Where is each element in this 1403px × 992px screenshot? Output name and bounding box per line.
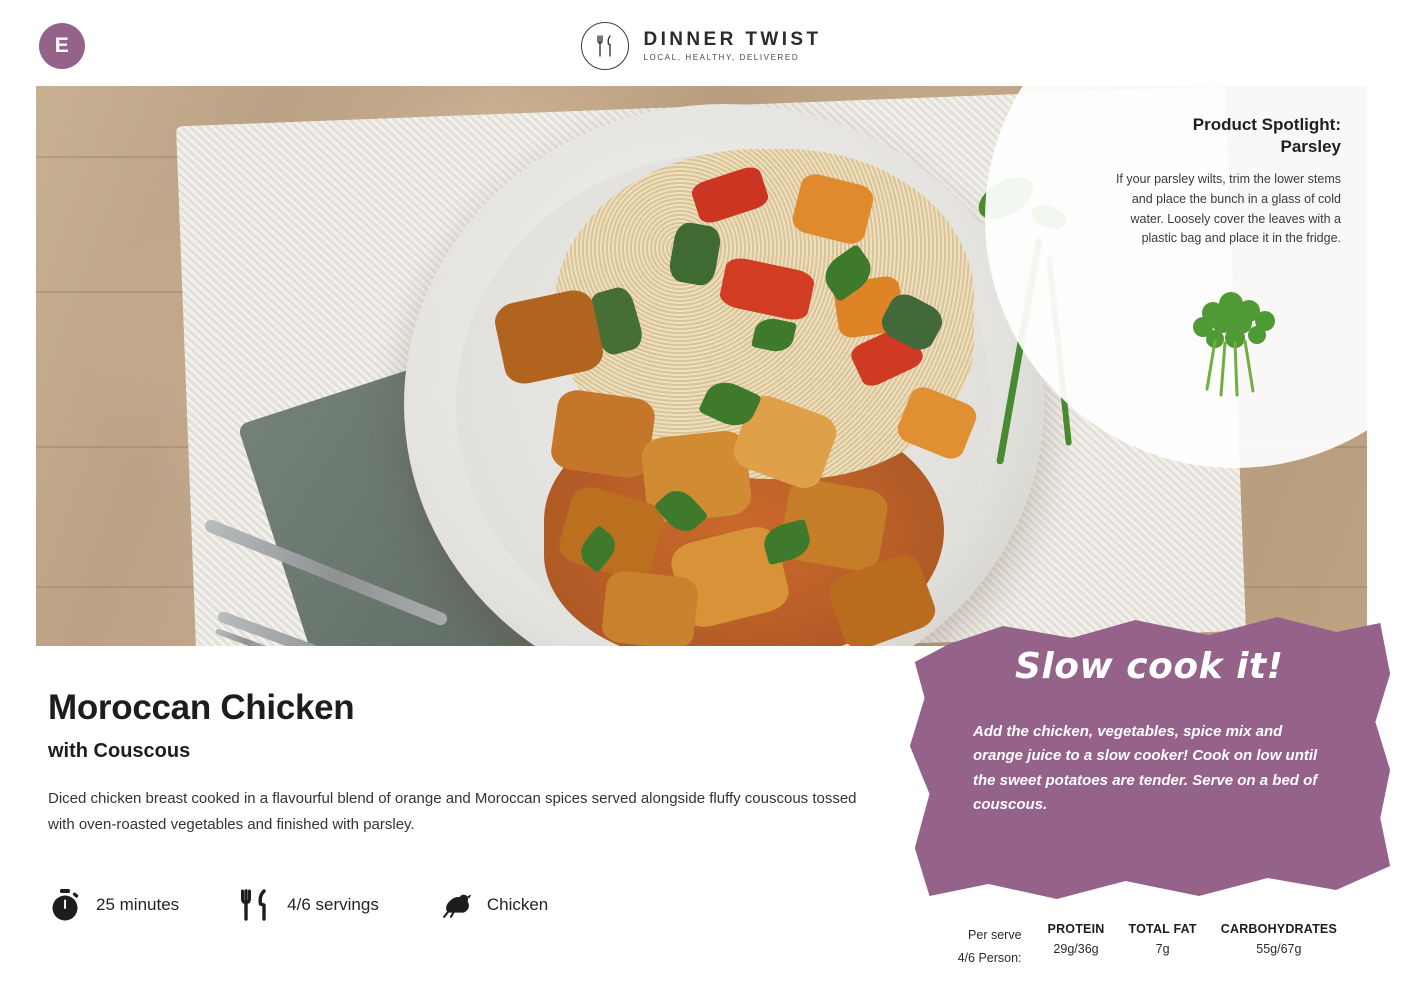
slow-cook-title: Slow cook it! bbox=[1015, 646, 1284, 687]
chicken-piece bbox=[600, 569, 699, 646]
meta-item-servings bbox=[239, 888, 379, 922]
recipe-letter-badge: E bbox=[39, 23, 85, 69]
nutrition-table bbox=[958, 922, 1349, 970]
meta-label-servings: 4/6 servings bbox=[287, 895, 379, 914]
nutrition-header-carbohydrates: CARBOHYDRATES bbox=[1220, 921, 1337, 936]
nutrition-label-person: 4/6 Person: bbox=[957, 950, 1022, 965]
nutrition-column-total-fat bbox=[1117, 922, 1209, 956]
meta-label-protein: Chicken bbox=[486, 895, 549, 914]
meta-label-time: 25 minutes bbox=[96, 895, 180, 914]
cutlery-icon bbox=[239, 888, 273, 922]
chicken-icon bbox=[439, 888, 473, 922]
slow-cook-callout bbox=[905, 608, 1395, 908]
slow-cook-body: Add the chicken, vegetables, spice mix and orange juice to a slow cooker! Cook on low until the sweet potatoes are tender. Serve on a bed of couscous. bbox=[973, 723, 1318, 813]
nutrition-header-total-fat: TOTAL FAT bbox=[1128, 921, 1197, 936]
spotlight-body: If your parsley wilts, trim the lower stems and place the bunch in a glass of cold water. Loosely cover the leaves with a plastic bag and place it in the fridge. bbox=[1115, 172, 1341, 246]
nutrition-value-carbohydrates: 55g/67g bbox=[1256, 941, 1302, 956]
brand-tagline: LOCAL, HEALTHY, DELIVERED bbox=[643, 53, 800, 62]
spotlight-title-line2: Parsley bbox=[1280, 137, 1341, 157]
page-title: Moroccan Chicken bbox=[48, 688, 355, 727]
meta-item-protein bbox=[439, 888, 548, 922]
brand-name: DINNER TWIST bbox=[643, 29, 822, 50]
nutrition-header-protein: PROTEIN bbox=[1047, 921, 1105, 936]
recipe-meta bbox=[48, 888, 608, 922]
nutrition-value-protein: 29g/36g bbox=[1053, 941, 1099, 956]
fork-knife-circle-icon bbox=[581, 22, 629, 70]
nutrition-value-total-fat: 7g bbox=[1155, 941, 1170, 956]
brand-logo bbox=[0, 22, 1403, 70]
food-photograph bbox=[36, 86, 1367, 646]
nutrition-label-per-serve: Per serve bbox=[968, 927, 1022, 942]
product-spotlight-content bbox=[1103, 114, 1341, 249]
spotlight-title-line1: Product Spotlight: bbox=[1192, 115, 1341, 134]
nutrition-column-carbohydrates bbox=[1209, 922, 1349, 956]
recipe-subtitle: with Couscous bbox=[48, 740, 191, 762]
stopwatch-icon bbox=[48, 888, 82, 922]
spotlight-title bbox=[1103, 114, 1341, 158]
meta-item-time bbox=[48, 888, 179, 922]
parsley-bunch-icon bbox=[1179, 291, 1299, 401]
nutrition-column-protein bbox=[1036, 922, 1117, 956]
nutrition-row-labels bbox=[958, 922, 1022, 970]
chicken-piece bbox=[549, 388, 657, 481]
hero-image bbox=[36, 86, 1367, 646]
recipe-description: Diced chicken breast cooked in a flavourful blend of orange and Moroccan spices served alongside fluffy couscous tossed with oven-roasted vegetables and finished with parsley. bbox=[48, 790, 857, 834]
